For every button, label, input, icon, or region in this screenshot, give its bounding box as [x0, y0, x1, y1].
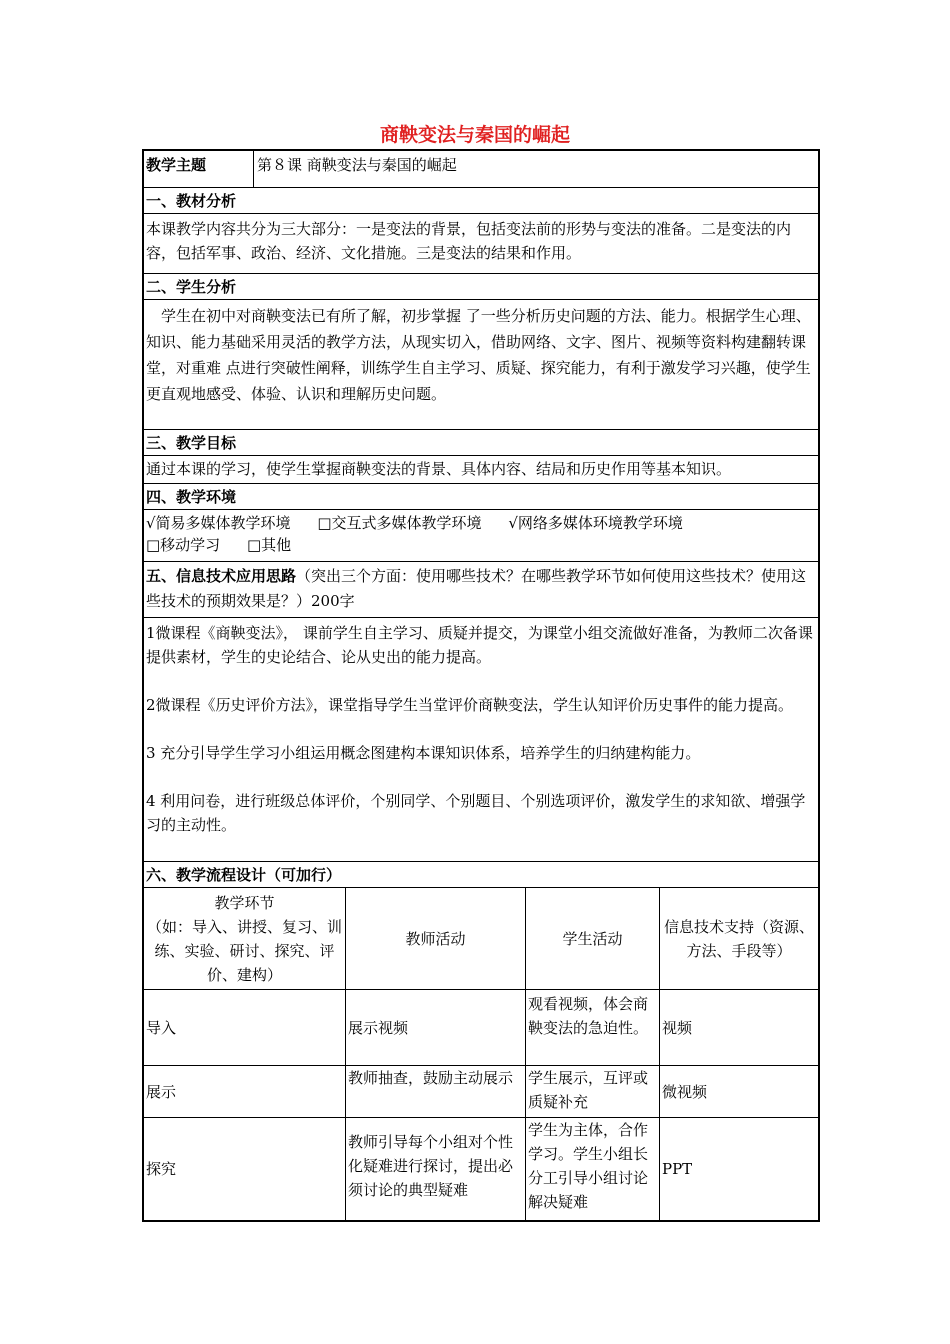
- topic-value: 第８课 商鞅变法与秦国的崛起: [257, 156, 457, 174]
- table-cell: 教师引导每个小组对个性化疑难进行探讨，提出必须讨论的典型疑难: [346, 1118, 526, 1220]
- tech-item: 3 充分引导学生学习小组运用概念图建构本课知识体系，培养学生的归纳建构能力。: [146, 744, 701, 762]
- env-option: √简易多媒体教学环境: [146, 514, 291, 532]
- section5-header: [144, 562, 818, 618]
- env-option: □移动学习: [146, 536, 221, 554]
- column-header: 学生活动: [526, 888, 660, 990]
- environment-options: [144, 510, 818, 562]
- tech-item: 1微课程《商鞅变法》， 课前学生自主学习、质疑并提交，为课堂小组交流做好准备，为教师二次备课提供素材，学生的史论结合、论从史出的能力提高。: [146, 624, 813, 666]
- column-header: 信息技术支持（资源、方法、手段等）: [660, 888, 818, 990]
- env-option: √网络多媒体环境教学环境: [508, 514, 683, 532]
- section5-items: [144, 618, 818, 862]
- table-cell: 学生为主体，合作学习。学生小组长分工引导小组讨论解决疑难: [526, 1118, 660, 1220]
- section6-heading: 六、教学流程设计（可加行）: [144, 862, 818, 888]
- lesson-plan-table: [142, 149, 820, 1222]
- table-cell: 视频: [660, 990, 818, 1066]
- table-cell: 教师抽查，鼓励主动展示: [346, 1066, 526, 1118]
- flow-table: [144, 888, 818, 1220]
- section3-text: 通过本课的学习，使学生掌握商鞅变法的背景、具体内容、结局和历史作用等基本知识。: [144, 456, 818, 484]
- env-option: □其他: [246, 536, 292, 554]
- env-option: □交互式多媒体教学环境: [317, 514, 482, 532]
- section5-note: （突出三个方面：使用哪些技术？在哪些教学环节如何使用这些技术？使用这些技术的预期效果是？）200字: [146, 567, 807, 610]
- column-header: 教学环节 （如：导入、讲授、复习、训练、实验、研讨、探究、评价、建构）: [144, 888, 346, 990]
- table-cell: 导入: [144, 990, 346, 1066]
- topic-label: 教学主题: [144, 151, 254, 187]
- table-cell: 学生展示，互评或质疑补充: [526, 1066, 660, 1118]
- column-header: 教师活动: [346, 888, 526, 990]
- tech-item: 4 利用问卷，进行班级总体评价，个别同学、个别题目、个别选项评价，激发学生的求知欲、增强学习的主动性。: [146, 792, 806, 834]
- table-cell: PPT: [662, 1160, 693, 1178]
- table-cell: 展示视频: [346, 990, 526, 1066]
- section4-heading: 四、教学环境: [144, 484, 818, 510]
- section2-text: 学生在初中对商鞅变法已有所了解，初步掌握 了一些分析历史问题的方法、能力。根据学生心理、知识、能力基础采用灵活的教学方法，从现实切入，借助网络、文字、图片、视频等资料构建翻转课堂，对重难 点进行突破性阐释，训练学生自主学习、质疑、探究能力，有利于激发学习兴趣，使学生更直观地感受、体验、认识和理解历史问题。: [144, 300, 818, 430]
- section2-heading: 二、学生分析: [144, 274, 818, 300]
- table-cell: 微视频: [660, 1066, 818, 1118]
- section5-heading: 五、信息技术应用思路: [146, 567, 297, 585]
- document-title: 商鞅变法与秦国的崛起: [379, 124, 570, 146]
- table-cell: 探究: [144, 1118, 346, 1220]
- section1-text: 本课教学内容共分为三大部分：一是变法的背景，包括变法前的形势与变法的准备。二是变法的内容，包括军事、政治、经济、文化措施。三是变法的结果和作用。: [144, 214, 818, 274]
- table-cell: 展示: [144, 1066, 346, 1118]
- table-cell: 观看视频，体会商鞅变法的急迫性。: [526, 990, 660, 1066]
- section3-heading: 三、教学目标: [144, 430, 818, 456]
- section1-heading: 一、教材分析: [144, 188, 818, 214]
- topic-row: [144, 151, 818, 188]
- tech-item: 2微课程《历史评价方法》，课堂指导学生当堂评价商鞅变法，学生认知评价历史事件的能力提高。: [146, 696, 794, 714]
